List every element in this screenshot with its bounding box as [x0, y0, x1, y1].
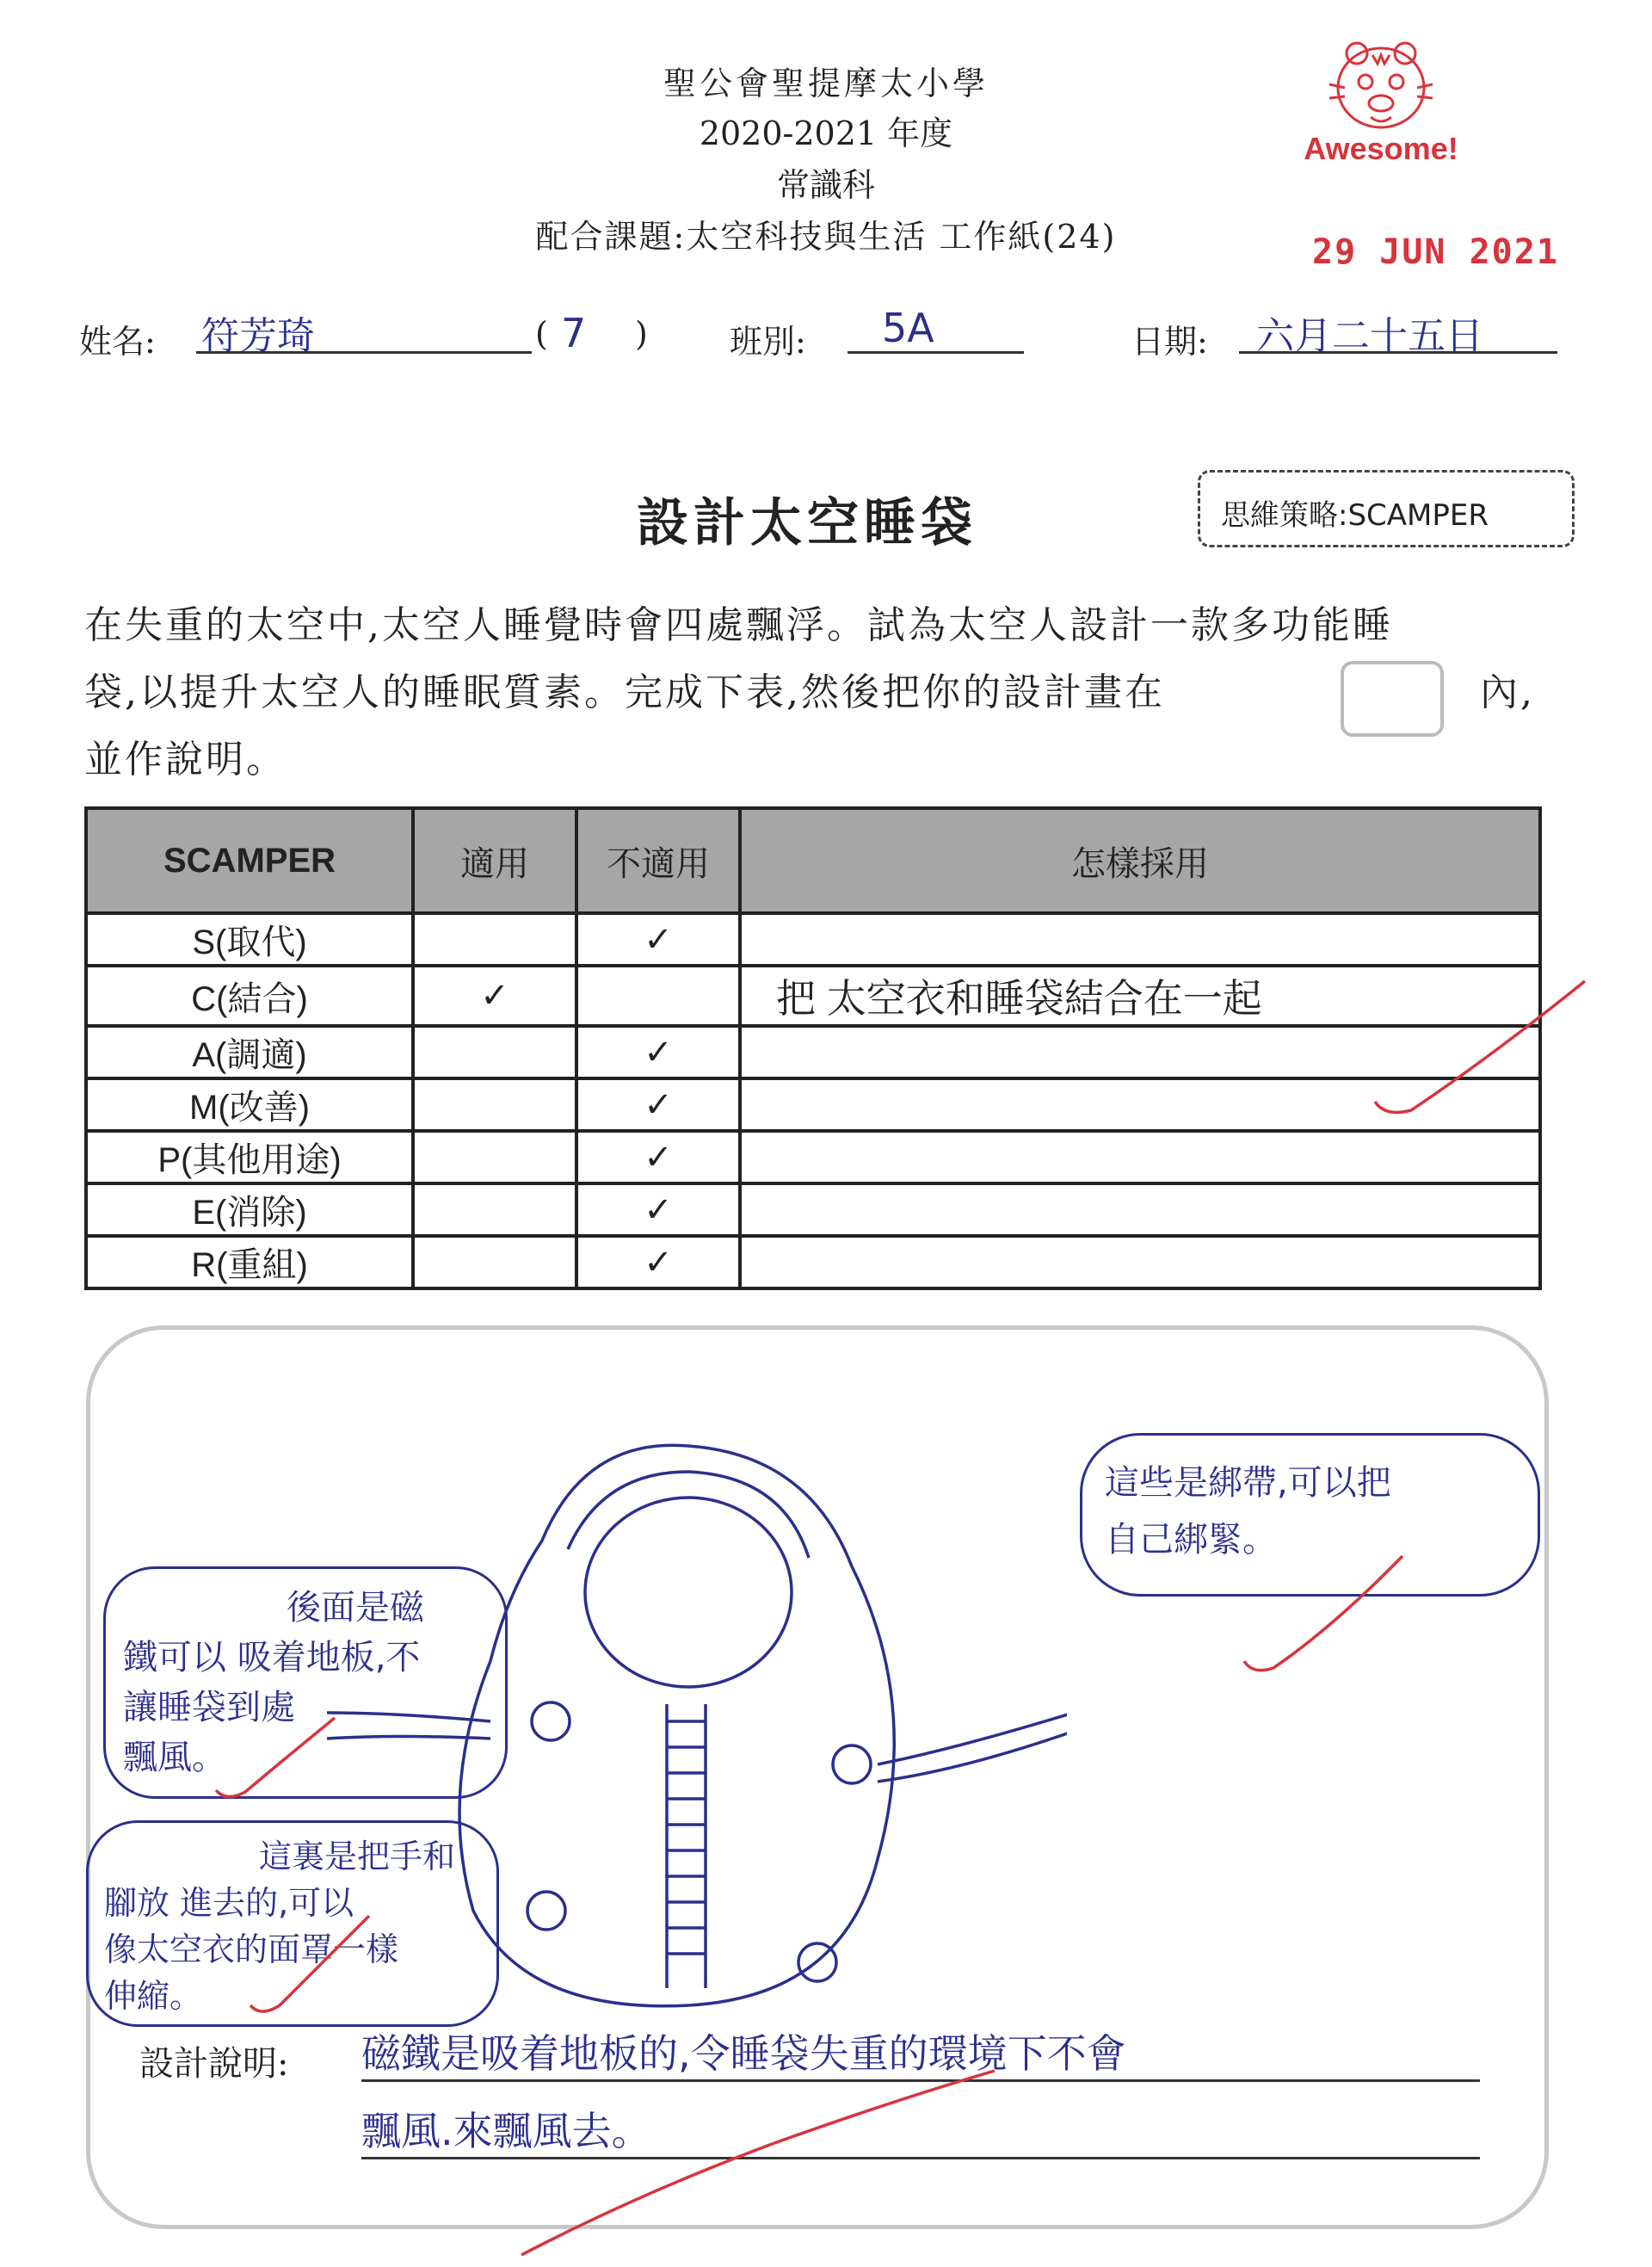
how-cell[interactable] — [740, 913, 1540, 966]
note-magnet-line-3: 讓睡袋到處 — [123, 1688, 295, 1727]
tiger-face-icon — [1304, 34, 1458, 146]
scamper-table — [84, 806, 1542, 1290]
how-cell[interactable] — [740, 1131, 1540, 1183]
col-not-applicable: 不適用 — [576, 808, 740, 913]
applicable-cell[interactable]: ✓ — [413, 966, 576, 1026]
teacher-check-icon — [211, 1713, 340, 1807]
date-field[interactable] — [1239, 305, 1557, 358]
how-cell[interactable]: 把 太空衣和睡袋結合在一起 — [740, 966, 1540, 1026]
class-label: 班別: — [730, 323, 806, 361]
explanation-line-2: 飄風.來飄風去。 — [361, 2108, 651, 2154]
date-stamp: 29 JUN 2021 — [1312, 232, 1559, 272]
table-row — [86, 1078, 1540, 1131]
number-close: ) — [635, 315, 648, 353]
row-label: E(消除) — [86, 1183, 413, 1236]
applicable-cell[interactable] — [413, 1236, 576, 1288]
table-row — [86, 966, 1540, 1026]
table-row — [86, 1026, 1540, 1078]
col-how: 怎樣採用 — [740, 808, 1540, 913]
explanation-line-1: 磁鐵是吸着地板的,令睡袋失重的環境下不會 — [361, 2030, 1126, 2077]
applicable-cell[interactable] — [413, 1131, 576, 1183]
row-label: M(改善) — [86, 1078, 413, 1131]
name-field[interactable] — [196, 305, 532, 358]
worksheet-title: 設計太空睡袋 — [637, 493, 977, 553]
note-hands-line-1: 這裏是把手和 — [259, 1838, 456, 1875]
how-cell[interactable] — [740, 1236, 1540, 1288]
teacher-check-icon — [245, 1911, 374, 2023]
strategy-text: 思維策略:SCAMPER — [1221, 498, 1489, 533]
number-value[interactable]: 7 — [561, 310, 587, 356]
row-label: P(其他用途) — [86, 1131, 413, 1183]
not-applicable-cell[interactable]: ✓ — [576, 1026, 740, 1078]
instruction-line-1: 在失重的太空中,太空人睡覺時會四處飄浮。試為太空人設計一款多功能睡 — [84, 603, 1393, 647]
applicable-cell[interactable] — [413, 1183, 576, 1236]
school-name: 聖公會聖提摩太小學 — [663, 65, 989, 102]
note-hands-line-4: 伸縮。 — [104, 1977, 203, 2015]
school-year: 2020-2021 年度 — [699, 114, 953, 152]
note-magnet-line-4: 飄風。 — [123, 1738, 226, 1777]
strategy-box — [1198, 470, 1575, 547]
number-open: ( — [535, 315, 548, 353]
name-label: 姓名: — [79, 323, 156, 361]
applicable-cell[interactable] — [413, 913, 576, 966]
applicable-cell[interactable] — [413, 1026, 576, 1078]
not-applicable-cell[interactable]: ✓ — [576, 1131, 740, 1183]
date-value: 六月二十五日 — [1256, 314, 1483, 358]
instruction-line-2b: 內, — [1480, 670, 1535, 714]
date-label: 日期: — [1131, 323, 1208, 361]
table-row — [86, 1183, 1540, 1236]
not-applicable-cell[interactable]: ✓ — [576, 913, 740, 966]
note-magnet-line-2: 鐵可以 吸着地板,不 — [123, 1638, 421, 1677]
note-hands-line-2: 腳放 進去的,可以 — [104, 1884, 354, 1922]
note-magnet-line-1: 後面是磁 — [287, 1588, 424, 1628]
how-cell[interactable] — [740, 1183, 1540, 1236]
sticker-text: Awesome! — [1304, 131, 1458, 166]
teacher-check-icon — [1239, 1549, 1411, 1687]
note-hands-line-3: 像太空衣的面罩一樣 — [104, 1930, 399, 1968]
table-row — [86, 913, 1540, 966]
note-straps-line-2: 自己綁緊。 — [1105, 1520, 1277, 1560]
row-label: R(重組) — [86, 1236, 413, 1288]
not-applicable-cell[interactable]: ✓ — [576, 1183, 740, 1236]
subject: 常識科 — [776, 166, 875, 204]
class-value: 5A — [882, 305, 934, 351]
table-header-row — [86, 808, 1540, 913]
table-row — [86, 1131, 1540, 1183]
teacher-check-icon — [1359, 964, 1600, 1127]
class-field[interactable] — [848, 305, 1024, 354]
row-label: C(結合) — [86, 966, 413, 1026]
note-straps-line-1: 這些是綁帶,可以把 — [1105, 1463, 1391, 1503]
not-applicable-cell[interactable]: ✓ — [576, 1236, 740, 1288]
not-applicable-cell[interactable]: ✓ — [576, 1078, 740, 1131]
applicable-cell[interactable] — [413, 1078, 576, 1131]
topic: 配合課題:太空科技與生活 工作紙(24) — [535, 218, 1117, 256]
not-applicable-cell[interactable] — [576, 966, 740, 1026]
row-label: S(取代) — [86, 913, 413, 966]
name-value: 符芳琦 — [201, 314, 315, 358]
row-label: A(調適) — [86, 1026, 413, 1078]
col-applicable: 適用 — [413, 808, 576, 913]
explanation-label: 設計說明: — [139, 2044, 289, 2084]
col-scamper: SCAMPER — [86, 808, 413, 913]
tiger-sticker — [1304, 34, 1458, 181]
table-row — [86, 1236, 1540, 1288]
instruction-line-2a: 袋,以提升太空人的睡眠質素。完成下表,然後把你的設計畫在 — [84, 670, 1165, 714]
teacher-check-icon — [516, 2066, 998, 2264]
instruction-line-3: 並作說明。 — [84, 738, 287, 781]
